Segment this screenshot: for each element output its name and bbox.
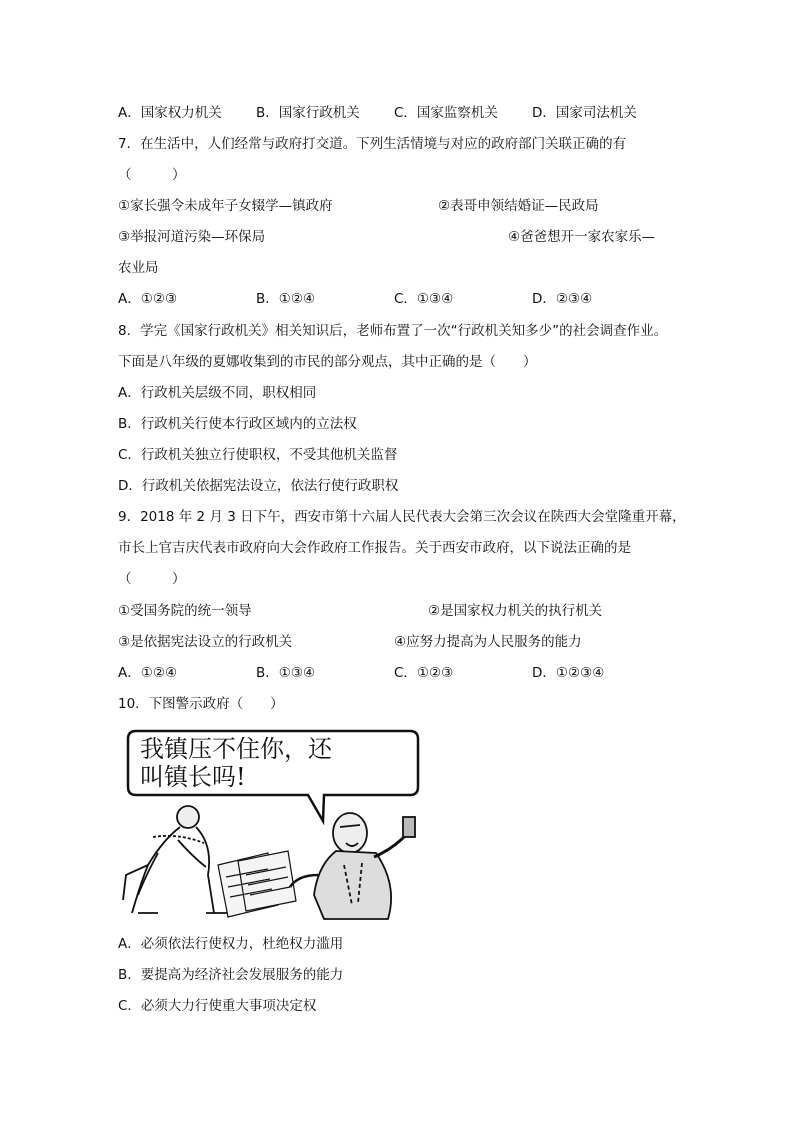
q10-option-a: A．必须依法行使权力，杜绝权力滥用 bbox=[118, 936, 344, 952]
cartoon-illustration bbox=[118, 725, 428, 925]
q9-items-row2 bbox=[118, 633, 582, 651]
q7-option-c: C．①③④ bbox=[394, 291, 454, 307]
speech-bubble bbox=[128, 731, 418, 821]
q7-option-a: A．①②③ bbox=[118, 291, 178, 307]
q9-option-b: B．①③④ bbox=[256, 665, 316, 681]
q9-stem-line2: 市长上官吉庆代表市政府向大会作政府工作报告。关于西安市政府，以下说法正确的是 bbox=[118, 540, 631, 556]
q7-option-d: D．②③④ bbox=[532, 291, 593, 307]
q7-items-row2 bbox=[118, 228, 655, 246]
q9-option-c: C．①②③ bbox=[394, 665, 454, 681]
q6-option-a: A．国家权力机关 bbox=[118, 105, 222, 121]
q9-answer-paren: （ ） bbox=[118, 571, 186, 587]
q7-item-2: ②表哥申领结婚证—民政局 bbox=[438, 198, 599, 214]
q9-options bbox=[118, 664, 604, 682]
q8-stem-line1: 8．学完《国家行政机关》相关知识后，老师布置了一次“行政机关知多少”的社会调查作业。 bbox=[118, 323, 668, 339]
q7-stem: 7．在生活中，人们经常与政府打交道。下列生活情境与对应的政府部门关联正确的有 bbox=[118, 136, 627, 152]
q7-options bbox=[118, 290, 592, 308]
q8-option-d: D．行政机关依据宪法设立，依法行使行政职权 bbox=[118, 478, 399, 494]
cartoon-figure-right bbox=[290, 813, 415, 919]
q8-option-a: A．行政机关层级不同，职权相同 bbox=[118, 385, 317, 401]
q9-stem-line1: 9．2018 年 2 月 3 日下午，西安市第十六届人民代表大会第三次会议在陕西大会堂隆重开幕， bbox=[118, 509, 686, 525]
q8-option-b: B．行政机关行使本行政区域内的立法权 bbox=[118, 416, 357, 432]
q9-items-row1 bbox=[118, 602, 602, 620]
q9-item-2: ②是国家权力机关的执行机关 bbox=[428, 603, 603, 619]
cartoon-figure-left bbox=[123, 806, 228, 913]
q7-answer-paren: （ ） bbox=[118, 167, 186, 183]
q9-option-a: A．①②④ bbox=[118, 665, 178, 681]
q6-option-c: C．国家监察机关 bbox=[394, 105, 498, 121]
q7-item-4b: 农业局 bbox=[118, 260, 159, 276]
q8-stem-line2: 下面是八年级的夏娜收集到的市民的部分观点，其中正确的是（ ） bbox=[118, 354, 537, 370]
q10-option-b: B．要提高为经济社会发展服务的能力 bbox=[118, 967, 344, 983]
q7-item-1: ①家长强令未成年子女辍学—镇政府 bbox=[118, 198, 333, 214]
q7-option-b: B．①②④ bbox=[256, 291, 316, 307]
q8-option-c: C．行政机关独立行使职权，不受其他机关监督 bbox=[118, 447, 398, 463]
q7-items-row1 bbox=[118, 197, 599, 215]
q10-stem: 10．下图警示政府（ ） bbox=[118, 696, 284, 712]
q9-item-4: ④应努力提高为人民服务的能力 bbox=[394, 634, 582, 650]
cartoon-papers bbox=[218, 851, 296, 917]
q6-options bbox=[118, 104, 637, 122]
q7-item-3: ③举报河道污染—环保局 bbox=[118, 229, 266, 245]
q9-item-1: ①受国务院的统一领导 bbox=[118, 603, 252, 619]
q9-item-3: ③是依据宪法设立的行政机关 bbox=[118, 634, 293, 650]
q7-item-4a: ④爸爸想开一家农家乐— bbox=[508, 229, 656, 245]
cartoon-caption-line2: 叫镇长吗! bbox=[140, 763, 246, 791]
cartoon-caption-line1: 我镇压不住你，还 bbox=[140, 735, 332, 763]
q6-option-d: D．国家司法机关 bbox=[532, 105, 637, 121]
q10-option-c: C．必须大力行使重大事项决定权 bbox=[118, 998, 317, 1014]
q9-option-d: D．①②③④ bbox=[532, 665, 605, 681]
q6-option-b: B．国家行政机关 bbox=[256, 105, 360, 121]
